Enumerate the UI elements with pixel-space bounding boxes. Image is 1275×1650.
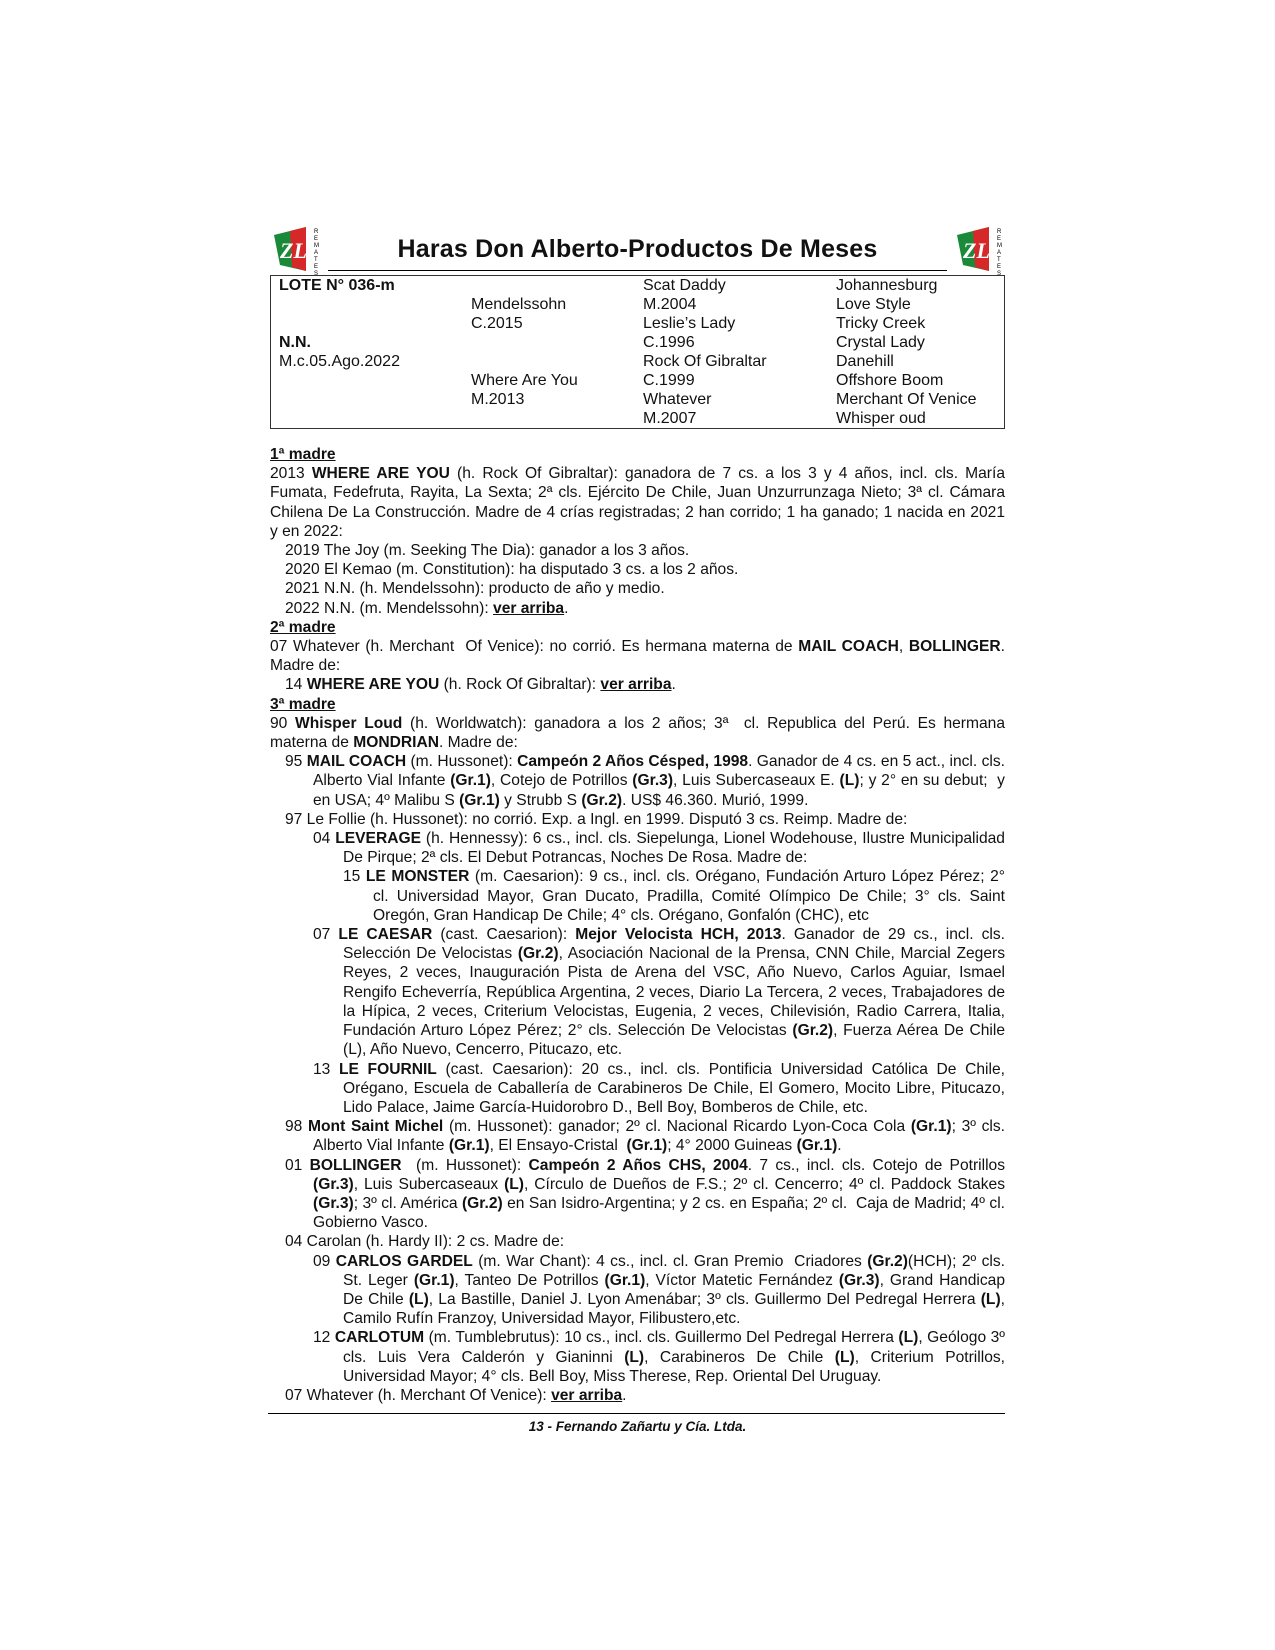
note-line: 07 Whatever (h. Merchant Of Venice): ver arriba. — [285, 1386, 627, 1404]
grandsire-1-info: M.2004 — [643, 296, 697, 313]
horse-name: N.N. — [279, 334, 311, 351]
svg-text:T: T — [997, 257, 1001, 263]
svg-text:E: E — [314, 264, 319, 270]
svg-text:T: T — [314, 257, 318, 263]
grandsire-2-info: C.1996 — [643, 334, 695, 351]
note-line: 95 MAIL COACH (m. Hussonet): Campeón 2 Años Césped, 1998. Ganador de 4 cs. en 5 act., incl. cls. Alberto Vial Infante (Gr.1), Cotejo de Potrillos (Gr.3), Luis Subercaseaux E. (L); y 2° en su debut; y en USA; 4º Malibu S (Gr.1) y Strubb S (Gr.2). US$ 46.360. Murió, 1999. — [285, 753, 1005, 809]
pedigree-table — [270, 275, 1005, 429]
family-notes — [270, 445, 1005, 1405]
sire: Mendelssohn — [471, 296, 567, 313]
section-heading-2: 2ª madre — [270, 618, 336, 636]
note-line: 13 LE FOURNIL (cast. Caesarion): 20 cs., incl. cls. Pontificia Universidad Católica De Chile, Orégano, Escuela de Caballería de Carabineros De Chile, El Gomero, Mocito Libre, Pitucazo, Lido Palace, Jaime García-Huidorobro D., Bell Boy, Bomberos de Chile, etc. — [313, 1060, 1005, 1116]
svg-text:E: E — [997, 264, 1002, 270]
grandsire-2: Leslie’s Lady — [643, 315, 736, 332]
grandsire-3: Rock Of Gibraltar — [643, 353, 767, 370]
svg-text:E: E — [314, 236, 319, 242]
dam-info: M.2013 — [471, 391, 525, 408]
svg-text:A: A — [997, 250, 1002, 256]
note-paragraph: 90 Whisper Loud (h. Worldwatch): ganadora a los 2 años; 3ª cl. Republica del Perú. Es hermana materna de MONDRIAN. Madre de: — [270, 714, 1006, 752]
note-line: 04 Carolan (h. Hardy II): 2 cs. Madre de: — [285, 1233, 565, 1251]
gg-4: Crystal Lady — [836, 334, 925, 351]
see-above-link: ver arriba — [600, 676, 672, 694]
svg-text:ZL: ZL — [280, 238, 307, 263]
note-line: 01 BOLLINGER (m. Hussonet): Campeón 2 Años CHS, 2004. 7 cs., incl. cls. Cotejo de Potrillos (Gr.3), Luis Subercaseaux (L), Círculo de Dueños de F.S.; 2º cl. Cencerro; 4º cl. Paddock Stakes (Gr.3); 3º cl. América (Gr.2) en San Isidro-Argentina; y 2 cs. en España; 2º cl. Caja de Madrid; 4º cl. Gobierno Vasco. — [285, 1156, 1006, 1232]
note-line: 2022 N.N. (m. Mendelssohn): ver arriba. — [285, 599, 569, 617]
dam: Where Are You — [471, 372, 578, 389]
gg-2: Love Style — [836, 296, 911, 313]
gg-5: Danehill — [836, 353, 894, 370]
note-paragraph: 07 Whatever (h. Merchant Of Venice): no corrió. Es hermana materna de MAIL COACH, BOLLINGER. Madre de: — [270, 638, 1005, 675]
svg-text:A: A — [314, 250, 319, 256]
page-footer: 13 - Fernando Zañartu y Cía. Ltda. — [528, 1419, 747, 1435]
gg-6: Offshore Boom — [836, 372, 944, 389]
gg-3: Tricky Creek — [836, 315, 926, 332]
note-line: 2020 El Kemao (m. Constitution): ha disputado 3 cs. a los 2 años. — [285, 561, 739, 579]
page — [270, 225, 1005, 1434]
section-heading-1: 1ª madre — [270, 446, 336, 463]
footer-rule — [268, 1413, 1005, 1414]
svg-text:R: R — [997, 229, 1002, 235]
svg-text:R: R — [314, 229, 319, 235]
grandsire-4-info: M.2007 — [643, 410, 697, 427]
note-line: 14 WHERE ARE YOU (h. Rock Of Gibraltar): ver arriba. — [285, 676, 676, 694]
note-line: 09 CARLOS GARDEL (m. War Chant): 4 cs., incl. cl. Gran Premio Criadores (Gr.2)(HCH); 2º cls. St. Leger (Gr.1), Tanteo De Potrillos (Gr.1), Víctor Matetic Fernández (Gr.3), Grand Handicap De Chile (L), La Bastille, Daniel J. Lyon Amenábar; 3º cls. Guillermo Del Pedregal Herrera (L), Camilo Rufín Franzoy, Universidad Mayor, Filibustero,etc. — [313, 1252, 1005, 1328]
note-line: 97 Le Follie (h. Hussonet): no corrió. Exp. a Ingl. en 1999. Disputó 3 cs. Reimp. Madre de: — [285, 810, 908, 828]
section-heading-3: 3ª madre — [270, 695, 336, 713]
gg-8: Whisper oud — [836, 410, 926, 427]
svg-text:M: M — [314, 243, 319, 249]
horse-info: M.c.05.Ago.2022 — [279, 353, 400, 370]
grandsire-4: Whatever — [643, 391, 712, 408]
grandsire-1: Scat Daddy — [643, 277, 726, 294]
svg-text:S: S — [314, 271, 319, 277]
zl-remates-logo-icon — [953, 225, 1005, 277]
note-line: 07 LE CAESAR (cast. Caesarion): Mejor Velocista HCH, 2013. Ganador de 29 cs., incl. cls. Selección De Velocistas (Gr.2), Asociación Nacional de la Prensa, CNN Chile, Marcial Zegers Reyes, 2 veces, Inauguración Pista de Arena del VSC, Año Nuevo, Carlos Aguiar, Ismael Rengifo Echeverría, República Argentina, 2 veces, Diario La Tercera, 2 veces, Trabajadores de la Hípica, 2 veces, Criterium Velocistas, Eugenia, 2 veces, Chilevisión, Radio Carrera, Italia, Fundación Arturo López Pérez; 2° cls. Selección De Velocistas (Gr.2), Fuerza Aérea De Chile (L), Año Nuevo, Cencerro, Pitucazo, etc. — [313, 926, 1006, 1059]
page-title: Haras Don Alberto-Productos De Meses — [397, 235, 878, 263]
lot-number: LOTE N° 036-m — [279, 277, 395, 294]
note-line: 04 LEVERAGE (h. Hennessy): 6 cs., incl. cls. Siepelunga, Lionel Wodehouse, Ilustre Municipalidad De Pirque; 2ª cls. El Debut Potrancas, Noches De Rosa. Madre de: — [313, 830, 1005, 867]
note-line: 15 LE MONSTER (m. Caesarion): 9 cs., incl. cls. Orégano, Fundación Arturo López Pérez; 2° cl. Universidad Mayor, Gran Ducato, Pradilla, Comité Olímpico De Chile; 3° cls. Saint Oregón, Gran Handicap De Chile; 4° cls. Orégano, Gonfalón (CHC), etc — [343, 868, 1005, 924]
title-rule — [328, 270, 947, 271]
note-paragraph: 2013 WHERE ARE YOU (h. Rock Of Gibraltar): ganadora de 7 cs. a los 3 y 4 años, incl. cls. María Fumata, Fedefruta, Rayita, La Sexta; 2ª cls. Ejército De Chile, Juan Unzurrunzaga Nieto; 3ª cl. Cámara Chilena De La Construcción. Madre de 4 crías registradas; 2 han corrido; 1 ha ganado; 1 nacida en 2021 y en 2022: — [270, 465, 1006, 540]
gg-7: Merchant Of Venice — [836, 391, 977, 408]
svg-text:S: S — [997, 271, 1002, 277]
note-line: 98 Mont Saint Michel (m. Hussonet): ganador; 2º cl. Nacional Ricardo Lyon-Coca Cola (Gr.1); 3º cls. Alberto Vial Infante (Gr.1), El Ensayo-Cristal (Gr.1); 4° 2000 Guineas (Gr.1). — [285, 1118, 1006, 1155]
see-above-link: ver arriba — [551, 1386, 623, 1404]
header — [270, 225, 1005, 277]
note-line: 2019 The Joy (m. Seeking The Dia): ganador a los 3 años. — [285, 542, 690, 560]
svg-text:ZL: ZL — [963, 238, 990, 263]
svg-text:E: E — [997, 236, 1002, 242]
grandsire-3-info: C.1999 — [643, 372, 695, 389]
svg-text:M: M — [997, 243, 1002, 249]
sire-info: C.2015 — [471, 315, 523, 332]
see-above-link: ver arriba — [493, 599, 565, 617]
note-line: 12 CARLOTUM (m. Tumblebrutus): 10 cs., incl. cls. Guillermo Del Pedregal Herrera (L), Geólogo 3º cls. Luis Vera Calderón y Gianinni (L), Carabineros De Chile (L), Criterium Potrillos, Universidad Mayor; 4° cls. Bell Boy, Miss Therese, Rep. Oriental Del Uruguay. — [313, 1329, 1005, 1385]
gg-1: Johannesburg — [836, 277, 938, 294]
zl-remates-logo-icon — [270, 225, 322, 277]
note-line: 2021 N.N. (h. Mendelssohn): producto de año y medio. — [285, 580, 665, 598]
